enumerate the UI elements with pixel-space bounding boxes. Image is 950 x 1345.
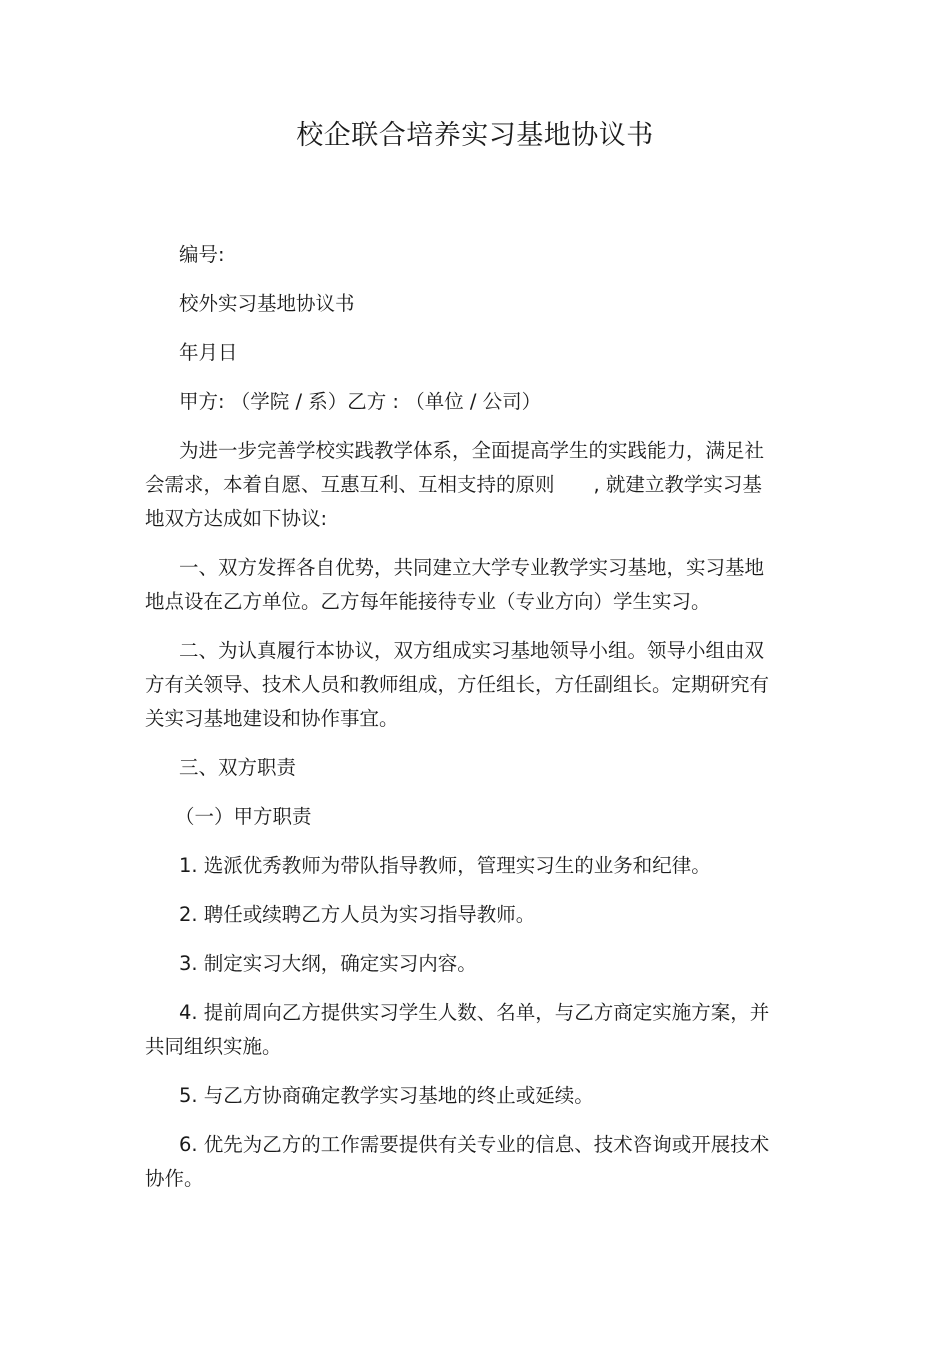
preamble-paragraph: 为进一步完善学校实践教学体系，全面提高学生的实践能力，满足社会需求，本着自愿、互惠互利、互相支持的原则 , 就建立教学实习基地双方达成如下协议: bbox=[145, 439, 765, 530]
agreement-subtitle: 校外实习基地协议书 bbox=[179, 292, 355, 315]
duty-item-2: 2. 聘任或续聘乙方人员为实习指导教师。 bbox=[179, 903, 536, 926]
date-line: 年月日 bbox=[179, 341, 238, 364]
document-body bbox=[145, 238, 770, 1211]
party-a-duties-heading: （一）甲方职责 bbox=[175, 805, 312, 828]
parties-line: 甲方: （学院 / 系）乙方 : （单位 / 公司） bbox=[179, 390, 542, 413]
duty-item-3: 3. 制定实习大纲，确定实习内容。 bbox=[179, 952, 477, 975]
duty-item-4: 4. 提前周向乙方提供实习学生人数、名单，与乙方商定实施方案，并共同组织实施。 bbox=[145, 1001, 770, 1058]
duty-item-1: 1. 选派优秀教师为带队指导教师，管理实习生的业务和纪律。 bbox=[179, 854, 711, 877]
clause-one: 一、双方发挥各自优势，共同建立大学专业教学实习基地，实习基地地点设在乙方单位。乙方每年能接待专业（专业方向）学生实习。 bbox=[145, 556, 765, 613]
clause-three-heading: 三、双方职责 bbox=[179, 756, 297, 779]
duty-item-6: 6. 优先为乙方的工作需要提供有关专业的信息、技术咨询或开展技术协作。 bbox=[145, 1133, 770, 1190]
document-title: 校企联合培养实习基地协议书 bbox=[296, 120, 654, 151]
clause-two: 二、为认真履行本协议，双方组成实习基地领导小组。领导小组由双方有关领导、技术人员和教师组成，方任组长，方任副组长。定期研究有关实习基地建设和协作事宜。 bbox=[145, 639, 770, 730]
serial-number-label: 编号: bbox=[179, 243, 225, 266]
duty-item-5: 5. 与乙方协商确定教学实习基地的终止或延续。 bbox=[179, 1084, 594, 1107]
